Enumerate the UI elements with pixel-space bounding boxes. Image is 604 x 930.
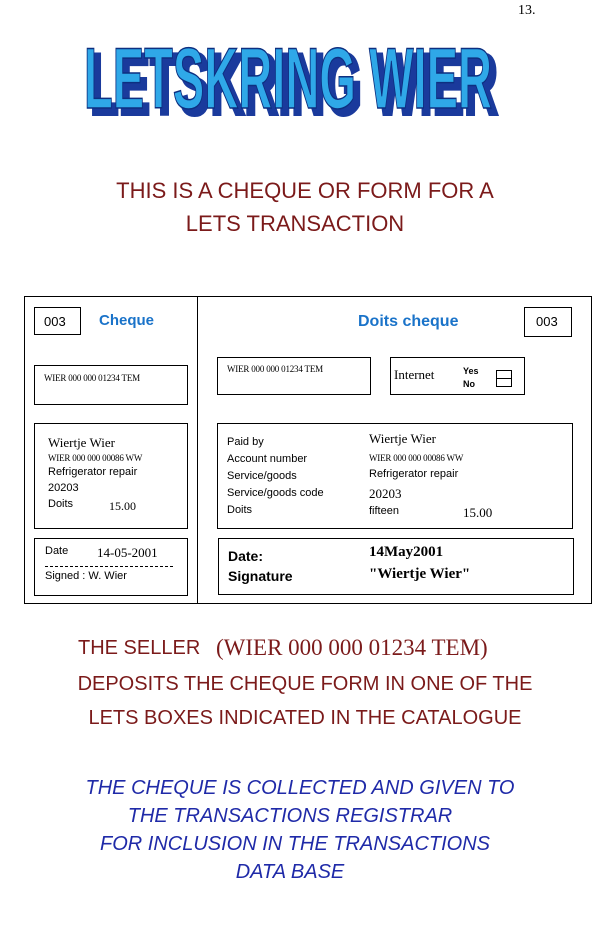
seller-line-3: LETS BOXES INDICATED IN THE CATALOGUE bbox=[88, 707, 522, 729]
stub-signed: Signed : W. Wier bbox=[45, 570, 127, 582]
stub-seller-box bbox=[34, 365, 188, 405]
seller-label: THE SELLER bbox=[78, 637, 201, 659]
main-date-value: 14May2001 bbox=[369, 544, 444, 560]
intro-line-1: THIS IS A CHEQUE OR FORM FOR A bbox=[116, 178, 494, 203]
signature-value: "Wiertje Wier" bbox=[369, 566, 471, 582]
logo bbox=[70, 26, 510, 126]
collected-line-4: DATA BASE bbox=[235, 861, 345, 883]
doits-words: fifteen bbox=[369, 505, 399, 517]
collected-line-1: THE CHEQUE IS COLLECTED AND GIVEN TO bbox=[85, 777, 515, 799]
stub-number: 003 bbox=[44, 314, 66, 329]
internet-no-label: No bbox=[463, 379, 475, 389]
logo-shadow: LETSKRING WIER bbox=[90, 37, 498, 126]
stub-doits-value: 15.00 bbox=[109, 499, 136, 513]
stub-date-box bbox=[34, 538, 188, 596]
stub-number-box bbox=[34, 307, 81, 335]
service-goods-label: Service/goods bbox=[227, 470, 297, 482]
intro-line-2: LETS TRANSACTION bbox=[185, 211, 405, 236]
logo-text: LETSKRING WIER bbox=[84, 31, 492, 126]
collected-line-3: FOR INCLUSION IN THE TRANSACTIONS bbox=[99, 833, 491, 855]
main-details-box bbox=[217, 423, 573, 529]
main-title: Doits cheque bbox=[358, 313, 459, 330]
internet-no-checkbox[interactable] bbox=[496, 378, 512, 387]
internet-box bbox=[390, 357, 525, 395]
stub-details-box bbox=[34, 423, 188, 529]
stub-title: Cheque bbox=[99, 312, 155, 329]
doits-value: 15.00 bbox=[463, 505, 493, 520]
stub-service: Refrigerator repair bbox=[48, 466, 138, 478]
signature-label: Signature bbox=[228, 568, 293, 584]
page-number: 13. bbox=[518, 3, 536, 18]
main-seller-box bbox=[217, 357, 371, 395]
service-goods-code-label: Service/goods code bbox=[227, 487, 324, 499]
service-goods-code-value: 20203 bbox=[369, 486, 402, 501]
stub-payer-account: WIER 000 000 00086 WW bbox=[48, 453, 143, 463]
stub-date-label: Date bbox=[45, 545, 69, 557]
collected-line-2: THE TRANSACTIONS REGISTRAR bbox=[127, 805, 453, 827]
account-number-label: Account number bbox=[227, 453, 308, 465]
paid-by-value: Wiertje Wier bbox=[369, 431, 436, 446]
stub-seller-account: WIER 000 000 01234 TEM bbox=[44, 373, 140, 383]
perforation-divider bbox=[197, 297, 198, 603]
account-number-value: WIER 000 000 00086 WW bbox=[369, 453, 464, 463]
main-date-label: Date: bbox=[228, 548, 264, 564]
stub-payer-name: Wiertje Wier bbox=[48, 435, 115, 450]
stub-date-value: 14-05-2001 bbox=[97, 545, 158, 560]
paid-by-label: Paid by bbox=[227, 436, 264, 448]
doits-label: Doits bbox=[227, 504, 253, 516]
stub-date-dotted-line bbox=[45, 566, 173, 567]
main-seller-account: WIER 000 000 01234 TEM bbox=[227, 364, 323, 374]
main-date-box bbox=[218, 538, 574, 595]
seller-account: (WIER 000 000 01234 TEM) bbox=[216, 635, 488, 660]
seller-line-2: DEPOSITS THE CHEQUE FORM IN ONE OF THE bbox=[77, 673, 533, 695]
internet-yes-label: Yes bbox=[463, 366, 479, 376]
internet-yes-checkbox[interactable] bbox=[496, 370, 512, 378]
service-goods-value: Refrigerator repair bbox=[369, 468, 459, 480]
stub-doits-label: Doits bbox=[48, 498, 74, 510]
main-number-box bbox=[524, 307, 572, 337]
stub-service-code: 20203 bbox=[48, 482, 79, 494]
main-number: 003 bbox=[536, 314, 558, 329]
internet-label: Internet bbox=[394, 367, 435, 382]
